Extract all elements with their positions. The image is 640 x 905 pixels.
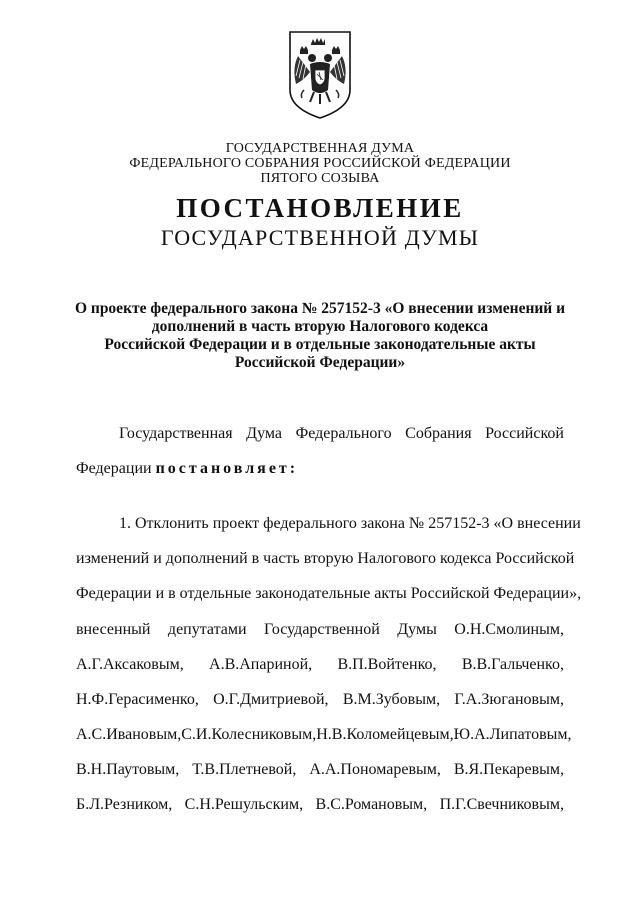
deputy-name: С.Н.Решульским, (184, 796, 304, 813)
word: внесенный (76, 621, 151, 638)
item1-line-3: Федерации и в отдельные законодательные акты Российской Федерации», (76, 585, 582, 602)
preamble-word: Федерального (295, 425, 392, 442)
preamble-word: Дума (246, 425, 282, 442)
subject-line-3: Российской Федерации и в отдельные законодательные акты (104, 336, 536, 353)
deputy-name: В.М.Зубовым, (342, 691, 441, 708)
deputy-name: Ю.А.Липатовым, (453, 726, 572, 743)
subject-line-4: Российской Федерации» (234, 354, 406, 371)
item1-line-8 (76, 760, 564, 780)
item1-line-7 (76, 725, 572, 745)
preamble-word: Собрания (405, 425, 472, 442)
deputy-name: А.А.Пономаревым, (309, 761, 441, 778)
header-line-1: ГОСУДАРСТВЕННАЯ ДУМА (225, 141, 415, 156)
preamble-line-2 (76, 459, 564, 479)
item1-line-4 (76, 620, 564, 640)
deputy-name: Б.Л.Резником, (76, 796, 173, 813)
item1-line-9 (76, 795, 564, 815)
deputy-name: В.Н.Паутовым, (76, 761, 180, 778)
item1-line-5 (76, 655, 564, 675)
deputy-name: А.Г.Аксаковым, (76, 656, 184, 673)
russian-coat-of-arms-icon (284, 28, 356, 120)
deputy-name: Н.В.Коломейцевым, (316, 726, 454, 743)
item1-line-2: изменений и дополнений в часть вторую Налогового кодекса Российской (76, 550, 575, 567)
subject-line-2: дополнений в часть вторую Налогового кодекса (151, 318, 489, 335)
preamble-line-1 (119, 424, 564, 444)
word: депутатами (167, 621, 247, 638)
deputy-name: Т.В.Плетневой, (192, 761, 297, 778)
deputy-name: В.Я.Пекаревым, (453, 761, 564, 778)
preamble-word: Российской (485, 425, 564, 442)
header-line-2: ФЕДЕРАЛЬНОГО СОБРАНИЯ РОССИЙСКОЙ ФЕДЕРАЦИИ (129, 156, 511, 171)
deputy-name: А.В.Апариной, (209, 656, 313, 673)
word: Государственной (264, 621, 380, 638)
decree-word: постановляет: (155, 460, 299, 477)
document-title: ПОСТАНОВЛЕНИЕ (176, 193, 464, 223)
deputy-name: Н.Ф.Герасименко, (76, 691, 199, 708)
word: Думы (397, 621, 437, 638)
preamble-word: Государственная (119, 425, 233, 442)
preamble-prefix: Федерации (76, 460, 152, 477)
deputy-name: В.С.Романовым, (315, 796, 428, 813)
deputy-name: Г.А.Зюгановым, (454, 691, 564, 708)
deputy-name: В.В.Гальченко, (461, 656, 564, 673)
header-line-3: ПЯТОГО СОЗЫВА (260, 171, 380, 186)
document-subtitle: ГОСУДАРСТВЕННОЙ ДУМЫ (160, 225, 480, 250)
subject-line-1: О проекте федерального закона № 257152-3 «О внесении изменений и (74, 300, 566, 317)
deputy-name: П.Г.Свечниковым, (439, 796, 564, 813)
deputy-name: А.С.Ивановым, (76, 726, 182, 743)
item1-line-1: 1. Отклонить проект федерального закона № 257152-3 «О внесении (119, 515, 581, 532)
deputy-name: О.Г.Дмитриевой, (213, 691, 329, 708)
deputy-name: О.Н.Смолиным, (454, 621, 564, 638)
deputy-name: В.П.Войтенко, (337, 656, 437, 673)
item1-line-6 (76, 690, 564, 710)
deputy-name: С.И.Колесниковым, (181, 726, 317, 743)
